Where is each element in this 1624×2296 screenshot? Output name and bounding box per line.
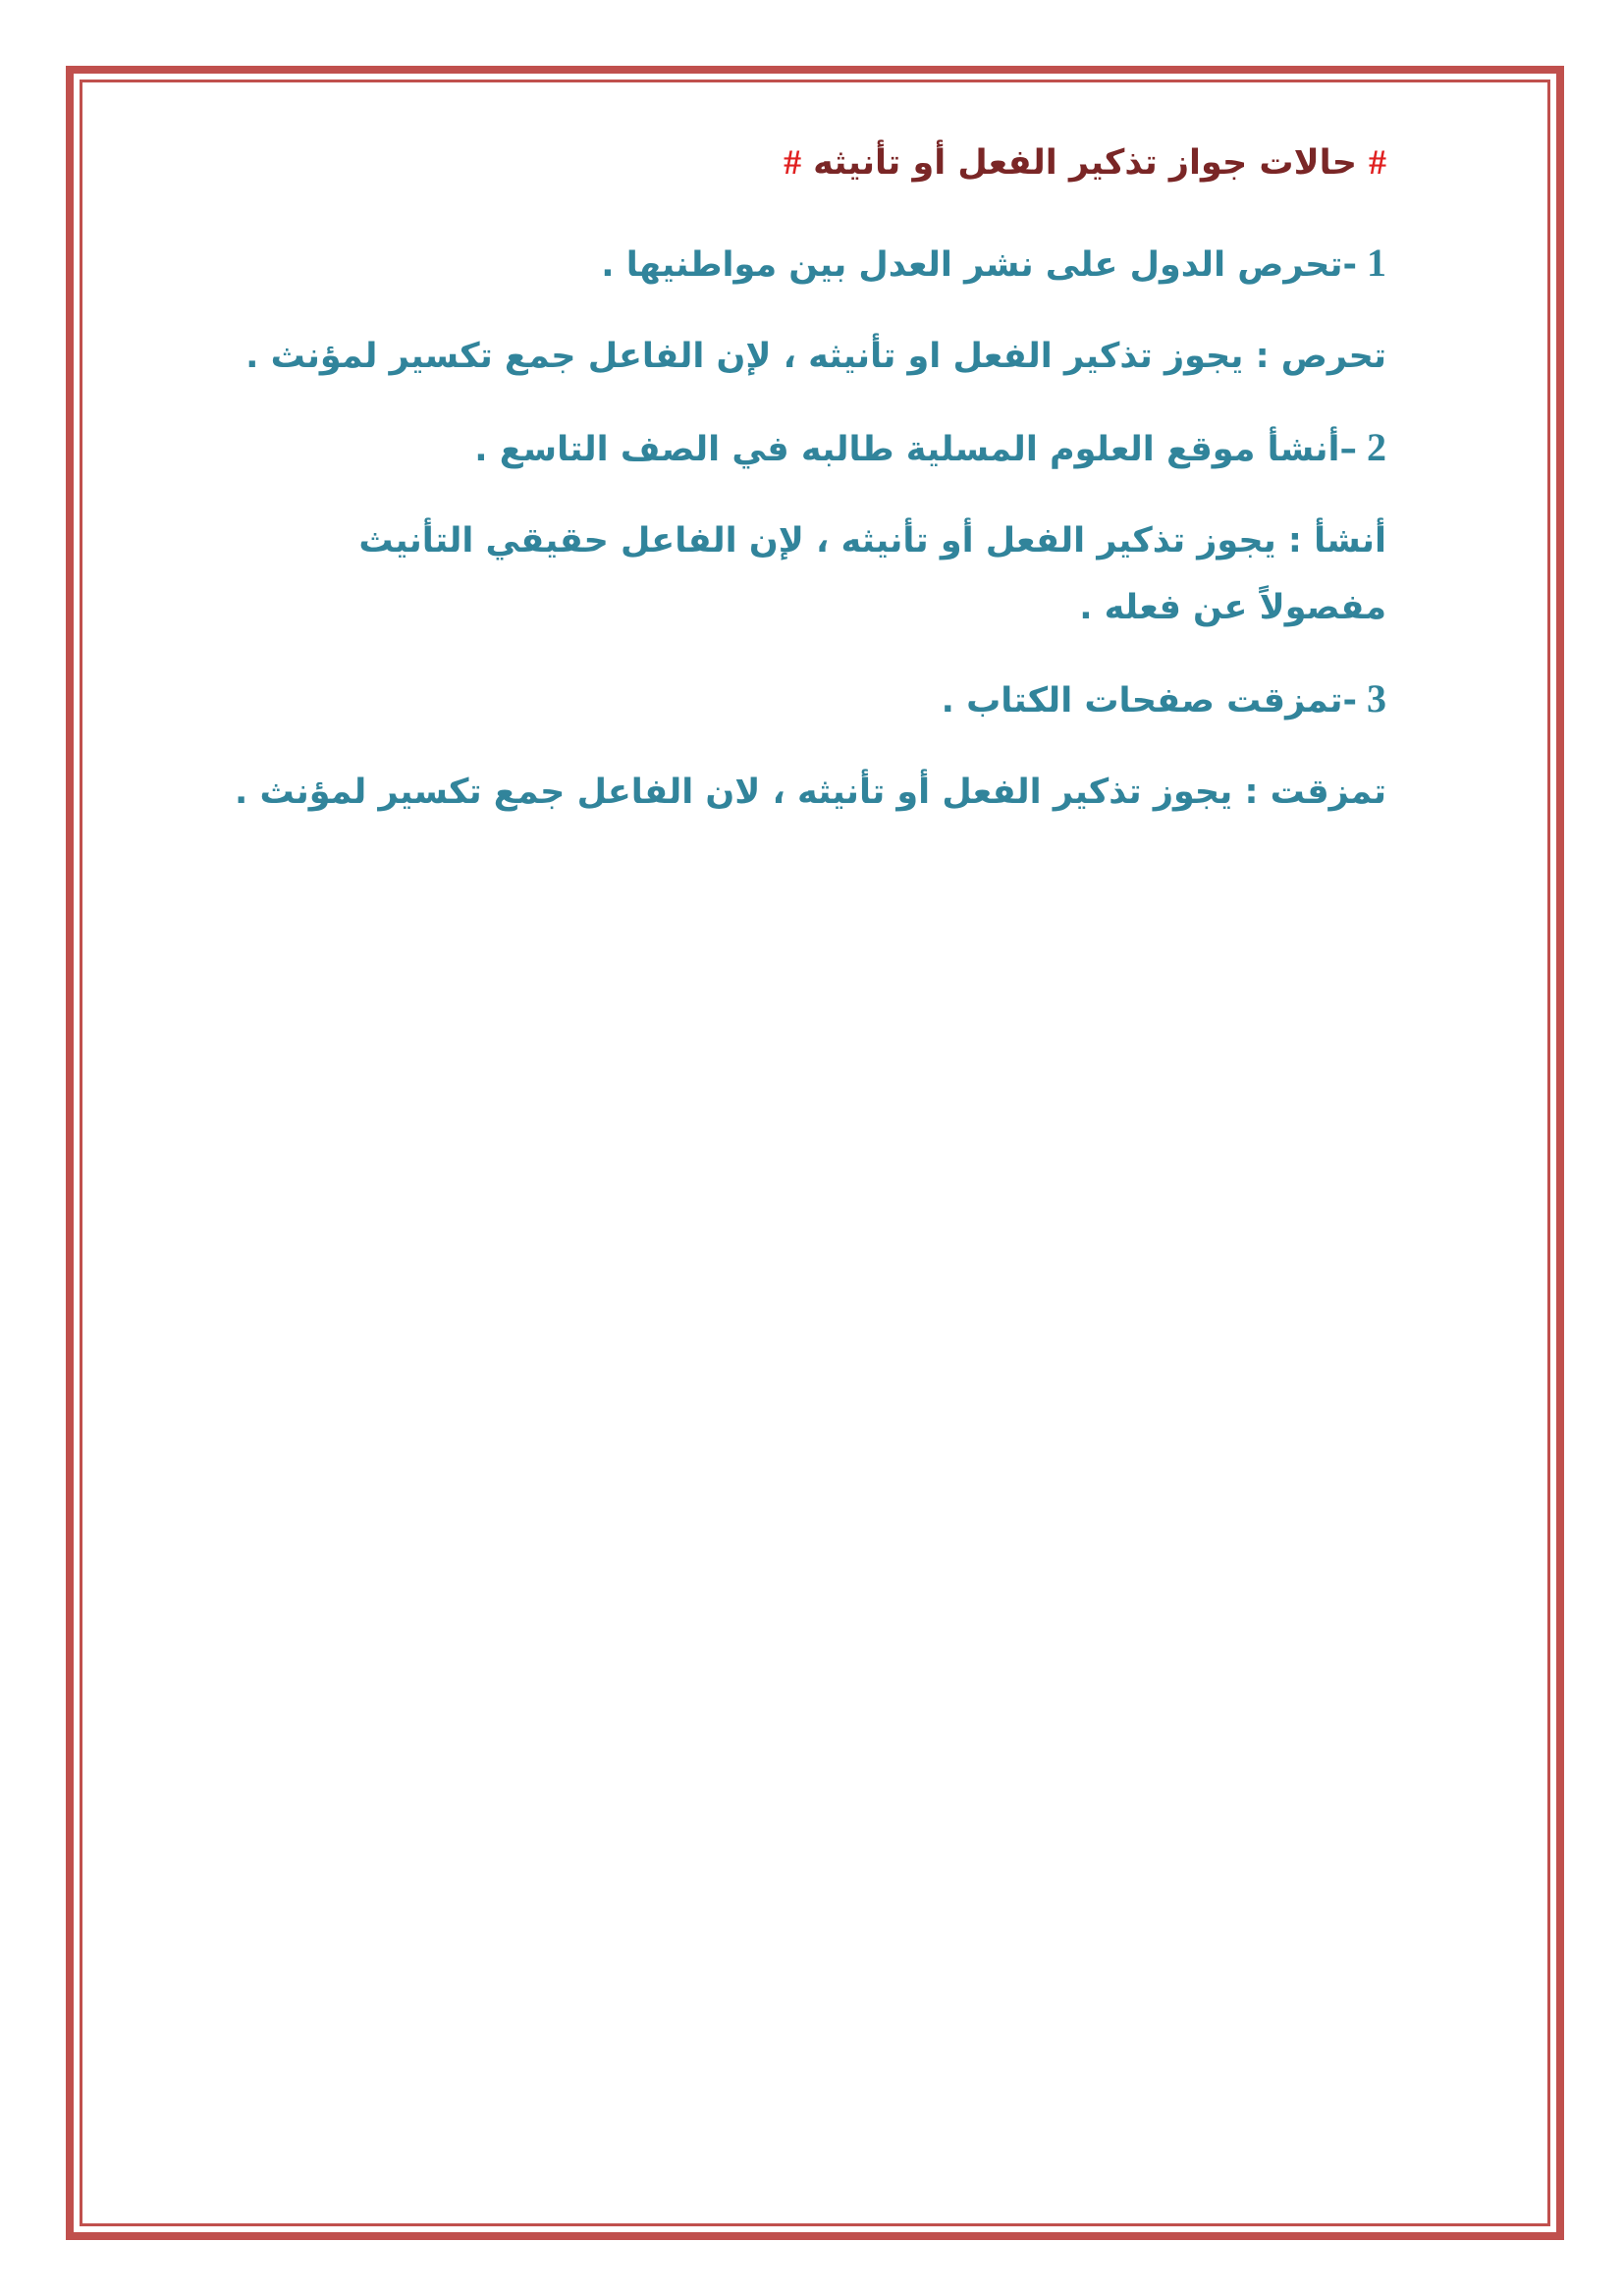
example-number-3: 3: [1367, 676, 1386, 721]
title-hash-end: #: [784, 142, 802, 182]
example-text-2: –أنشأ موقع العلوم المسلية طالبه في الصف التاسع .: [474, 430, 1357, 469]
example-number-1: 1: [1367, 240, 1386, 285]
example-text-3: -تمزقت صفحات الكتاب .: [941, 681, 1357, 721]
example-sentence-1: [228, 230, 1386, 298]
explanation-3: تمزقت : يجوز تذكير الفعل أو تأنيثه ، لان الفاعل جمع تكسير لمؤنث .: [235, 773, 1386, 812]
document-title: [228, 129, 1386, 196]
document-body: [228, 129, 1386, 826]
explanation-1: تحرص : يجوز تذكير الفعل او تأنيثه ، لإن الفاعل جمع تكسير لمؤنث .: [245, 337, 1386, 376]
example-sentence-2: [228, 414, 1386, 483]
example-number-2: 2: [1367, 425, 1386, 469]
title-text: حالات جواز تذكير الفعل أو تأنيثه: [813, 143, 1357, 183]
title-hash-start: #: [1369, 142, 1386, 182]
example-sentence-3: [228, 666, 1386, 734]
explanation-2: أنشأ : يجوز تذكير الفعل أو تأنيثه ، لإن الفاعل حقيقي التأنيث مفصولاً عن فعله .: [358, 521, 1386, 627]
example-text-1: -تحرص الدول على نشر العدل بين مواطنيها .: [601, 245, 1357, 285]
